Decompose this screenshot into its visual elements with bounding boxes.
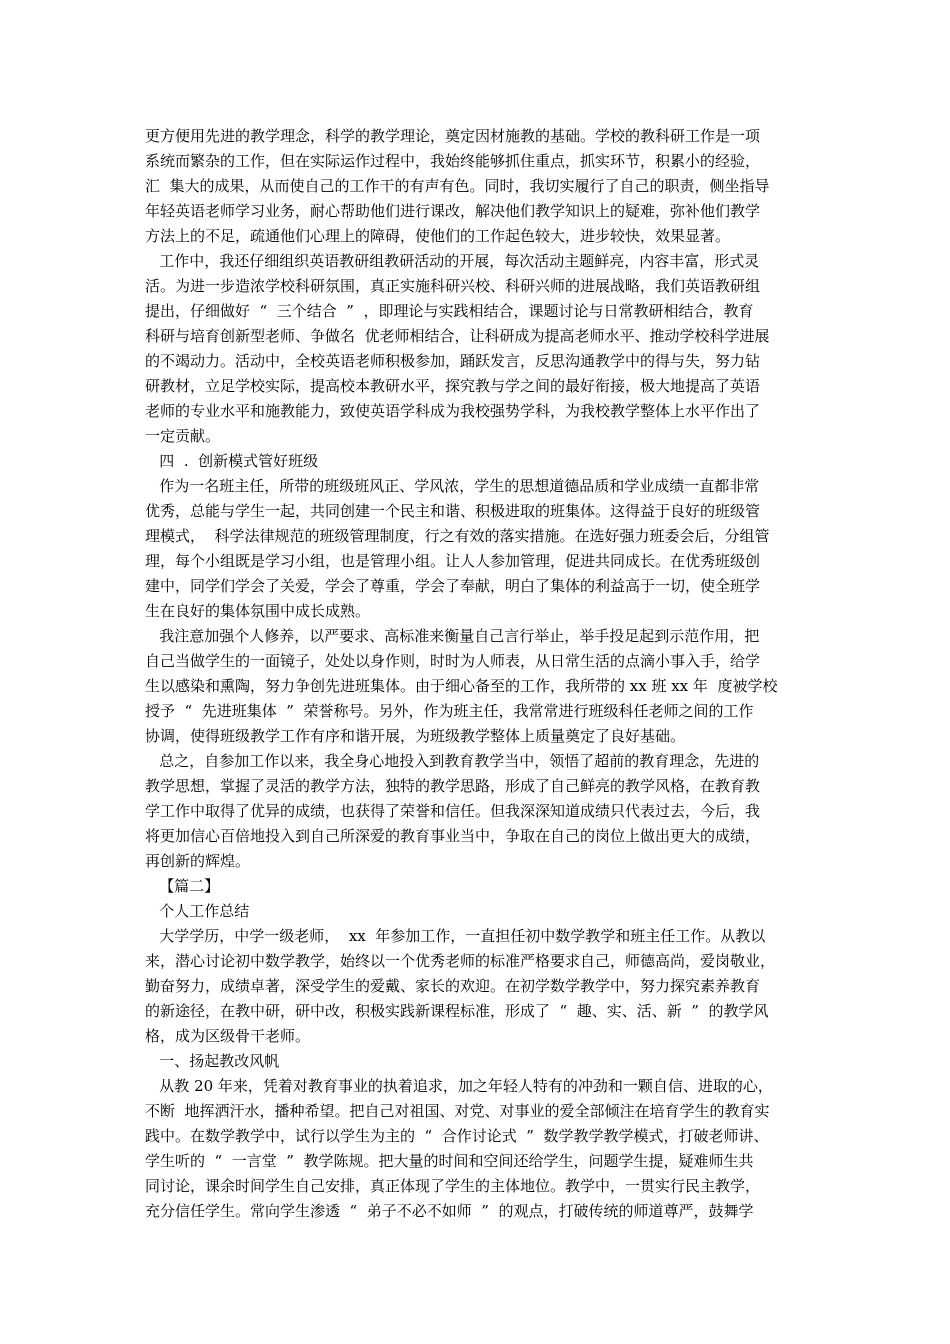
text-line: 活。为进一步造浓学校科研氛围，真正实施科研兴校、科研兴师的进展战略，我们英语教研组 — [145, 277, 761, 295]
text-line: 格，成为区级骨干老师。 — [145, 1027, 311, 1045]
text-line: 更方便用先进的教学理念，科学的教学理论，奠定因材施教的基础。学校的教科研工作是一项 — [145, 127, 761, 145]
text-line: 充分信任学生。常向学生渗透 “ 弟子不必不如师 ” 的观点，打破传统的师道尊严，鼓舞学 — [145, 1202, 754, 1220]
text-line: 来，潜心讨论初中数学教学，始终以一个优秀老师的标准严格要求自己，师德高尚，爱岗敬业， — [145, 952, 776, 970]
text-line: 学工作中取得了优异的成绩，也获得了荣誉和信任。但我深深知道成绩只代表过去，今后，我 — [145, 802, 761, 820]
text-line: 作为一名班主任，所带的班级班风正、学风浓，学生的思想道德品质和学业成绩一直都非常 — [145, 477, 760, 495]
text-line: 优秀，总能与学生一起，共同创建一个民主和谐、积极进取的班集体。这得益于良好的班级管 — [145, 502, 761, 520]
text-line: 同讨论，课余时间学生自己安排，真正体现了学生的主体地位。教学中，一贯实行民主教学， — [145, 1177, 761, 1195]
text-line: 方法上的不足，疏通他们心理上的障碍，使他们的工作起色较大，进步较快，效果显著。 — [145, 227, 731, 245]
text-line: 再创新的辉煌。 — [145, 852, 251, 870]
text-line: 提出，仔细做好 “ 三个结合 ” ，即理论与实践相结合，课题讨论与日常教研相结合，教育 — [145, 302, 754, 320]
text-line: 学生听的 “ 一言堂 ” 教学陈规。把大量的时间和空间还给学生，问题学生提，疑难师生共 — [145, 1152, 754, 1170]
text-line: 勤奋努力，成绩卓著，深受学生的爱戴、家长的欢迎。在初学数学教学中，努力探究素养教育 — [145, 977, 761, 995]
section-heading: 个人工作总结 — [145, 902, 250, 920]
text-line: 从教 20 年来，凭着对教育事业的执着追求，加之年轻人特有的冲劲和一颗自信、进取的心， — [145, 1077, 773, 1095]
text-line: 研教材，立足学校实际，提高校本教研水平，探究教与学之间的最好衔接，极大地提高了英语 — [145, 377, 761, 395]
text-line: 生在良好的集体氛围中成长成熟。 — [145, 602, 371, 620]
text-line: 年轻英语老师学习业务，耐心帮助他们进行课改，解决他们教学知识上的疑难，弥补他们教学 — [145, 202, 761, 220]
text-line: 理，每个小组既是学习小组，也是管理小组。让人人参加管理，促进共同成长。在优秀班级创 — [145, 552, 761, 570]
text-line: 大学学历，中学一级老师， xx 年参加工作，一直担任初中数学教学和班主任工作。从教以 — [145, 927, 766, 945]
text-line: 践中。在数学教学中，试行以学生为主的 “ 合作讨论式 ” 数学教学教学模式，打破老师讲、 — [145, 1127, 769, 1145]
text-line: 理模式， 科学法律规范的班级管理制度，行之有效的落实措施。在选好强力班委会后，分组管 — [145, 527, 770, 545]
text-line: 建中，同学们学会了关爱，学会了尊重，学会了奉献，明白了集体的利益高于一切，使全班学 — [145, 577, 761, 595]
text-line: 科研与培育创新型老师、争做名 优老师相结合，让科研成为提高老师水平、推动学校科学进展 — [145, 327, 770, 345]
text-line: 的不竭动力。活动中，全校英语老师积极参加，踊跃发言，反思沟通教学中的得与失，努力钻 — [145, 352, 761, 370]
text-line: 一定贡献。 — [145, 427, 221, 445]
section-heading: 一、扬起教改风帆 — [145, 1052, 280, 1070]
section-heading: 四 . 创新模式管好班级 — [145, 452, 319, 470]
text-line: 汇 集大的成果，从而使自己的工作干的有声有色。同时，我切实履行了自己的职责，侧坐指导 — [145, 177, 770, 195]
text-line: 我注意加强个人修养，以严要求、高标准来衡量自己言行举止，举手投足起到示范作用，把 — [145, 627, 760, 645]
text-line: 协调，使得班级教学工作有序和谐开展，为班级教学整体上质量奠定了良好基础。 — [145, 727, 686, 745]
text-line: 老师的专业水平和施教能力，致使英语学科成为我校强势学科，为我校教学整体上水平作出了 — [145, 402, 761, 420]
text-line: 授予 “ 先进班集体 ” 荣誉称号。另外，作为班主任，我常常进行班级科任老师之间的工作 — [145, 702, 754, 720]
section-heading: 【篇二】 — [145, 877, 220, 895]
text-line: 总之，自参加工作以来，我全身心地投入到教育教学当中，领悟了超前的教育理念，先进的 — [145, 752, 760, 770]
text-line: 的新途径，在教中研，研中改，积极实践新课程标准，形成了 “ 趣、实、活、新 ” 的教学风 — [145, 1002, 769, 1020]
document-page — [145, 124, 825, 1224]
text-line: 系统而繁杂的工作，但在实际运作过程中，我始终能够抓住重点，抓实环节，积累小的经验， — [145, 152, 761, 170]
text-line: 生以感染和熏陶，努力争创先进班集体。由于细心备至的工作，我所带的 xx 班 xx 年 度被学校 — [145, 677, 778, 695]
text-line: 教学思想，掌握了灵活的教学方法，独特的教学思路，形成了自己鲜亮的教学风格，在教育教 — [145, 777, 761, 795]
text-line: 不断 地挥洒汗水，播种希望。把自己对祖国、对党、对事业的爱全部倾注在培育学生的教育实 — [145, 1102, 770, 1120]
text-line: 工作中，我还仔细组织英语教研组教研活动的开展，每次活动主题鲜亮，内容丰富，形式灵 — [145, 252, 760, 270]
text-line: 自己当做学生的一面镜子，处处以身作则，时时为人师表，从日常生活的点滴小事入手，给学 — [145, 652, 761, 670]
text-line: 将更加信心百倍地投入到自己所深爱的教育事业当中，争取在自己的岗位上做出更大的成绩， — [145, 827, 761, 845]
